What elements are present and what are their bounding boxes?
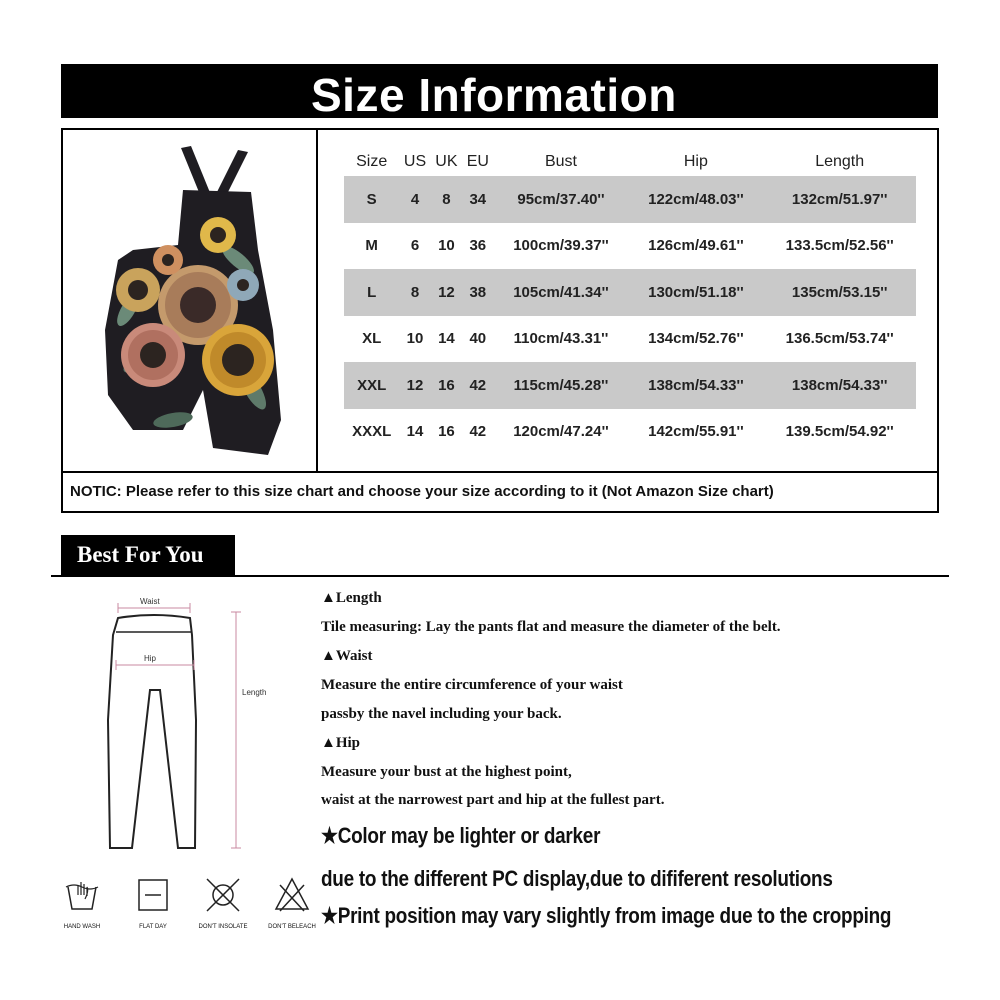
cell-uk: 10 (438, 237, 455, 255)
cell-hip: 126cm/49.61'' (648, 237, 744, 255)
header-size: Size (356, 153, 388, 170)
hip-label: Hip (144, 654, 157, 663)
waist-text-1: Measure the entire circumference of your waist (321, 677, 623, 693)
care-hand-wash (47, 875, 117, 930)
care-label: DON'T BELEACH (268, 924, 316, 930)
header-uk: UK (435, 153, 458, 170)
print-position-note: ★Print position may vary slightly from image due to the cropping (321, 903, 892, 928)
product-image (63, 130, 318, 473)
table-row (344, 269, 916, 316)
cell-eu: 38 (462, 269, 493, 316)
cell-us: 12 (399, 362, 430, 409)
cell-uk: 8 (431, 176, 462, 223)
cell-size: XL (362, 330, 382, 348)
length-text: Tile measuring: Lay the pants flat and measure the diameter of the belt. (321, 619, 781, 635)
cell-eu: 40 (469, 330, 487, 348)
cell-hip: 134cm/52.76'' (648, 330, 744, 348)
length-label: Length (242, 688, 267, 697)
cell-size: S (344, 176, 399, 223)
care-label: DON'T INSOLATE (198, 924, 248, 930)
cell-eu: 42 (469, 423, 487, 441)
header-hip: Hip (683, 153, 708, 170)
cell-eu: 42 (462, 362, 493, 409)
hand-wash-icon (62, 875, 102, 915)
care-dont-bleach (257, 875, 327, 930)
cell-bust: 120cm/47.24'' (513, 423, 609, 441)
cell-length: 133.5cm/52.56'' (785, 237, 894, 255)
best-for-you-heading: Best For You (61, 535, 235, 575)
cell-hip: 142cm/55.91'' (648, 423, 744, 441)
size-chart-box (61, 128, 939, 513)
dont-bleach-icon (272, 875, 312, 915)
cell-us: 6 (410, 237, 420, 255)
cell-uk: 16 (438, 423, 455, 441)
table-row (344, 409, 916, 456)
cell-length: 132cm/51.97'' (763, 176, 916, 223)
cell-size: M (365, 237, 378, 255)
cell-eu: 34 (462, 176, 493, 223)
cell-bust: 100cm/39.37'' (513, 237, 609, 255)
cell-size: XXL (344, 362, 399, 409)
cell-us: 14 (406, 423, 424, 441)
hip-text-1: Measure your bust at the highest point, (321, 764, 572, 780)
header-bust: Bust (544, 153, 577, 170)
header-length: Length (815, 153, 865, 170)
display-note: due to the different PC display,due to dififerent resolutions (321, 866, 833, 891)
cell-length: 139.5cm/54.92'' (785, 423, 894, 441)
care-label: HAND WASH (63, 924, 101, 930)
cell-length: 138cm/54.33'' (763, 362, 916, 409)
cell-size: XXXL (352, 423, 392, 441)
cell-hip: 122cm/48.03'' (628, 176, 763, 223)
care-dont-insolate (188, 875, 258, 930)
size-table-cell (318, 130, 937, 473)
section-divider (51, 575, 949, 577)
cell-bust: 110cm/43.31'' (513, 330, 609, 348)
waist-label: Waist (140, 597, 160, 606)
cell-eu: 36 (469, 237, 487, 255)
length-heading: ▲Length (321, 590, 382, 606)
size-information-banner (61, 64, 938, 121)
hip-text-2: waist at the narrowest part and hip at the fullest part. (321, 792, 665, 808)
size-notice: NOTIC: Please refer to this size chart and choose your size according to it (Not Amazon Size chart) (70, 483, 774, 500)
flat-dry-icon (133, 875, 173, 915)
table-header-row (344, 148, 916, 176)
cell-size: L (344, 269, 399, 316)
hip-heading: ▲Hip (321, 735, 361, 751)
cell-bust: 105cm/41.34'' (494, 269, 629, 316)
cell-us: 4 (399, 176, 430, 223)
table-row (344, 176, 916, 223)
care-flat-dry (118, 875, 188, 930)
dont-insolate-icon (203, 875, 243, 915)
care-instructions (55, 875, 325, 945)
waist-text-2: passby the navel including your back. (321, 706, 562, 722)
cell-uk: 16 (431, 362, 462, 409)
cell-hip: 138cm/54.33'' (628, 362, 763, 409)
page-title: Size Information (311, 69, 677, 121)
cell-uk: 14 (438, 330, 455, 348)
cell-bust: 115cm/45.28'' (494, 362, 629, 409)
size-table (344, 148, 916, 455)
cell-length: 135cm/53.15'' (763, 269, 916, 316)
cell-us: 10 (406, 330, 424, 348)
color-note: ★Color may be lighter or darker (321, 823, 601, 848)
waist-heading: ▲Waist (321, 648, 373, 664)
header-eu: EU (466, 153, 489, 170)
cell-length: 136.5cm/53.74'' (785, 330, 894, 348)
cell-bust: 95cm/37.40'' (494, 176, 629, 223)
table-row (344, 316, 916, 363)
cell-us: 8 (399, 269, 430, 316)
pants-measurement-diagram (60, 590, 300, 860)
header-us: US (403, 153, 427, 170)
cell-hip: 130cm/51.18'' (628, 269, 763, 316)
cell-uk: 12 (431, 269, 462, 316)
product-image-cell (63, 130, 318, 473)
table-row (344, 223, 916, 270)
care-label: FLAT DAY (139, 924, 167, 930)
table-row (344, 362, 916, 409)
